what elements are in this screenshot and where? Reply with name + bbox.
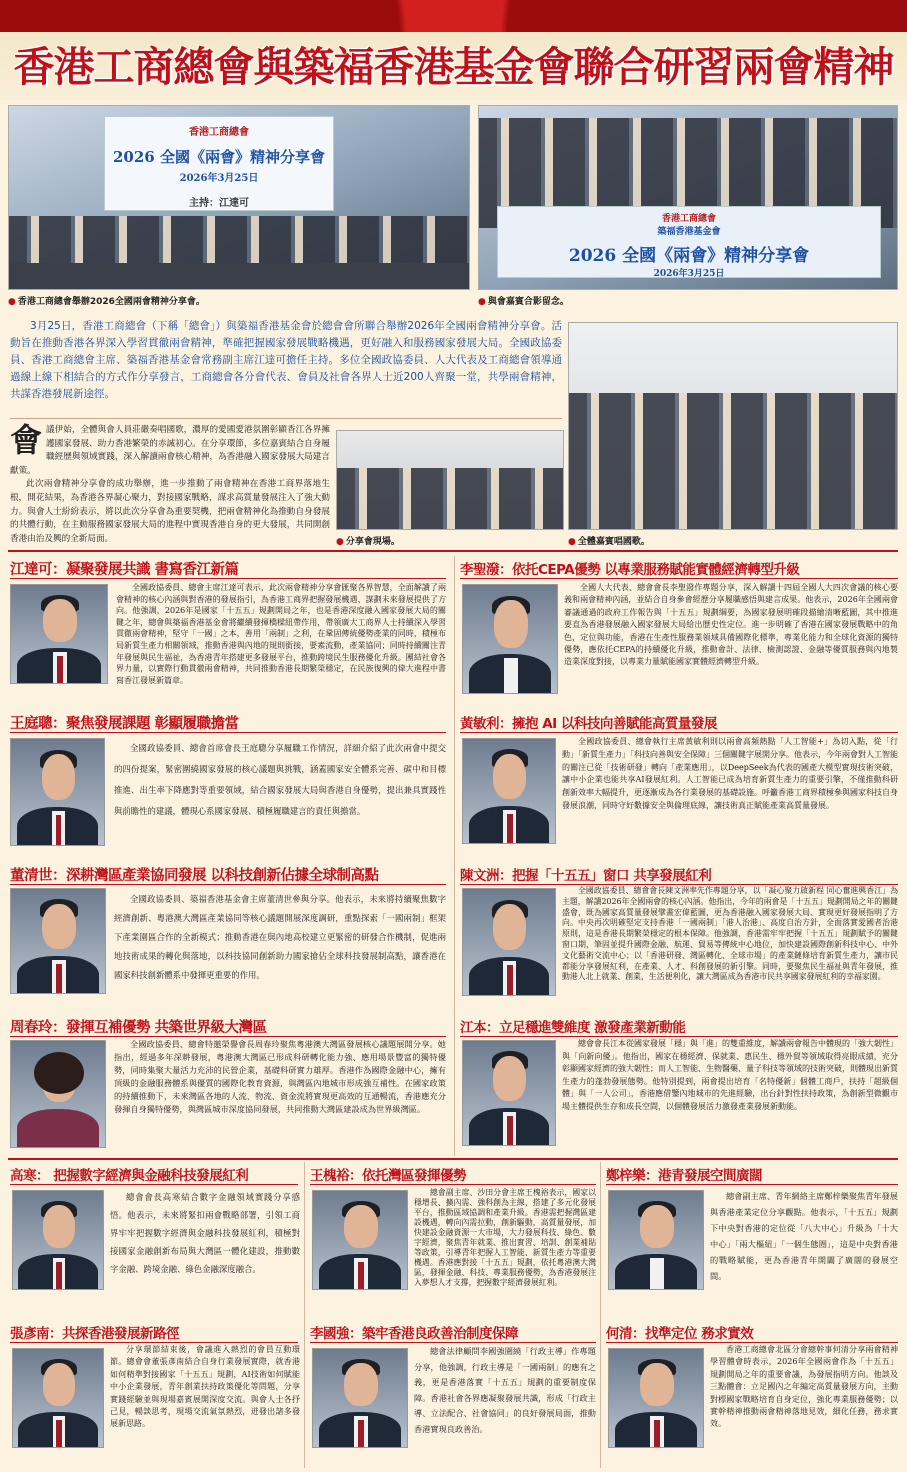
portrait-chau-chunling-suit xyxy=(17,1109,100,1148)
portrait-ho-ching xyxy=(608,1348,704,1448)
opening-para1: 議伊始，全體與會人員莊嚴奏唱國歌，濃厚的愛國愛港氛圍彰顯香江各界擁護國家發展、助力香港繁榮的赤誠初心。在分享環節，多位嘉賓結合自身履職經歷與領域實踐，深入解讀兩會核心精神，為香港融入國家發展大局建言獻策。 xyxy=(10,425,330,476)
anthem-standing-guests xyxy=(569,393,897,530)
bottom-separator-2 xyxy=(600,1162,601,1468)
text-chan-manchau: 全國政協委員、總會會長陳文洲率先作專題分享，以「凝心聚力啟新程 同心奮進興香江」為主題，解讀2026年全國兩會的核心內涵。他指出，今年的兩會是「十五五」規劃開局之年的關鍵盛會，既為國家高質量發展擘畫宏偉藍圖，更為香港融入國家發展大局、實現更好發展指明了方向。中央再次明確堅定支持香港「一國兩制」「港人治港」、高度自治方針，全面落實愛國者治港原則，這是香港長期繁榮穩定的根本保障。他強調，香港需牢牢把握「十五五」規劃賦予的關鍵窗口期，筆固並提升國際金融、航運、貿易等傳統中心地位，加快建設國際創新科技中心、中外文化藝術交流中心；以「香港研發、灣區轉化、全球市場」的產業鏈條培育新質生產力，讓市民都能分享發展紅利，在產業、人才、科創發展的新引擎。同時，要聚焦民生福祉與青年發展，推動港人北上就業、創業，生活便利化，讓大灣區成為香港市民共享國家發展紅利的幸福家園。 xyxy=(562,886,898,982)
portrait-wong-manlee-head xyxy=(493,754,526,800)
bottom-separator-1 xyxy=(304,1162,305,1468)
column-separator xyxy=(454,556,455,1156)
opening-text xyxy=(10,421,330,546)
stage-table xyxy=(9,263,469,289)
portrait-chan-manchau xyxy=(462,888,556,996)
portrait-lee-head xyxy=(494,600,528,648)
title-wong-tingchung: 王庭聰：聚焦發展課題 彰顯履職擔當 xyxy=(10,716,239,732)
rule-lee xyxy=(460,578,898,579)
rule-chan-manchau xyxy=(460,884,898,885)
stage-screen-host: 主持：江達可 xyxy=(189,198,249,209)
title-kong-ban: 江本：立足穩進雙維度 激發產業新動能 xyxy=(460,1020,686,1036)
title-lee-kwokkeung: 李國強：築牢香港良政善治制度保障 xyxy=(310,1326,518,1342)
headline: 香港工商總會與築福香港基金會聯合研習兩會精神 xyxy=(13,43,894,91)
portrait-chau-chunling-hair xyxy=(34,1052,85,1094)
portrait-wong-kwaiyu xyxy=(312,1190,408,1290)
title-ho-ching: 何清：找準定位 務求實效 xyxy=(606,1326,754,1342)
text-wong-kwaiyu: 總會副主席、沙田分會主席王槐裕表示，國家以穩增長、擴內需、強科創為主線，搭建了多元化發展平台，推動區域協調和產業升級。香港需把握灣區建設機遇，轉向內需拉動，創新驅動，高質量發展，加快建設金融資源一大市場，大力發展科技、綠色、數字經濟，聚焦青年就業、推出實習、培訓、創業補貼等政策，引導青年把握人工智能、新質生產力等重要機遇。香港應對接「十五五」規劃，依托粵港澳大灣區，發揮金融、科技、專業服務優勢，為香港發展注入夢想人才支撐，把握數字經濟發展紅利。 xyxy=(414,1188,596,1287)
portrait-lee-kwokkeung-head xyxy=(344,1363,378,1406)
photo-venue xyxy=(336,430,564,530)
portrait-cheng-tsz-lok-head xyxy=(640,1205,674,1248)
portrait-ko-hon-head xyxy=(43,1205,75,1248)
stage-screen-title: 2026 全國《兩會》精神分享會 xyxy=(113,148,325,166)
portrait-kong-ban-head xyxy=(493,1056,526,1102)
portrait-cheng-tsz-lok-shirt xyxy=(650,1258,663,1289)
opening-para2: 此次兩會精神分享會的成功舉辦，進一步推動了兩會精神在香港工商界落地生根，開花結果，為香港各界凝心聚力，對接國家戰略，謀求高質量發展注入了強大動力。與會人士紛紛表示，將以此次分享會為重要契機，把兩會精神化為推動自身發展的共體行動，在主動服務國家發展大局的進程中實現香港自身的更大發展，共同開創香港由治及興的全新局面。 xyxy=(10,479,330,544)
portrait-wong-tingchung xyxy=(10,738,105,846)
rule-ho-ching xyxy=(606,1342,898,1343)
title-lee: 李聖潑：依托CEPA優勢 以專業服務賦能實體經濟轉型升級 xyxy=(460,562,800,578)
portrait-ho-ching-tie xyxy=(654,1420,660,1447)
caption-stage: ● 香港工商總會舉辦2026全國兩會精神分享會。 xyxy=(8,294,205,307)
portrait-jiang-tie xyxy=(57,656,63,683)
photo-anthem xyxy=(568,322,898,530)
text-wong-tingchung: 全國政協委員、總會首席會長王庭聰分享履職工作情況，詳細介紹了此次兩會中提交的四份提案，緊密圍繞國家發展的核心議題與挑戰，涵蓋國家安全體系完善、碳中和目標推進、出生率下降應對等重要領域，結合國家發展大局與香港自身優勢，提出兼具實踐性與前瞻性的建議，體現心系國家發展、積極履職建言的責任與擔當。 xyxy=(114,743,446,816)
text-wong-manlee: 全國政協委員、總會執行主席黃敏利則以兩會高頻熱點「人工智能+」為切入點，從「行動」「新質生產力」「科技向善與安全保障」三個關鍵字展開分享。他表示，今年兩會對人工智能的關注已從「技術研發」轉向「產業應用」，以DeepSeek為代表的國產大模型實現技術突破，讓中小企業也能共享AI發展紅利。人工智能已成為培育新質生產力的重要引擎，不僅推動科研創新效率大幅提升，更逐漸成為各行業發展的基礎設施。呼籲香港工商界積極參與國家科技自身發展浪潮，同時守好數據安全與倫理底線，讓技術真正賦能產業高質量發展。 xyxy=(562,737,898,810)
title-chan-manchau: 陳文洲：把握「十五五」窗口 共享發展紅利 xyxy=(460,868,712,884)
title-cheng-tsz-lok: 鄭梓樂：港青發展空間廣闊 xyxy=(606,1168,762,1184)
portrait-chan-manchau-head xyxy=(493,904,526,951)
portrait-wong-manlee xyxy=(462,738,556,844)
photo-stage xyxy=(8,105,470,290)
portrait-lee-shirt xyxy=(504,658,517,693)
rule-chau-chunling xyxy=(10,1036,446,1037)
text-cheng-tsz-lok: 總會副主席、青年網絡主席鄭梓樂聚焦青年發展與香港產業定位分享觀點。他表示，「十五五」規劃下中央對香港的定位從「八大中心」升級為「十大中心」「兩大樞紐」「一個生態圈」，這是中央對香港的戰略賦能，更為香港青年開闢了廣闊的發展空間。 xyxy=(710,1191,898,1281)
caption-venue: ● 分享會現場。 xyxy=(336,534,400,547)
rule-lee-kwokkeung xyxy=(310,1342,596,1343)
portrait-ko-hon-tie xyxy=(56,1262,61,1289)
dropcap: 會 xyxy=(10,421,43,459)
portrait-cheung-yinnam xyxy=(12,1348,104,1448)
portrait-jiang xyxy=(10,584,108,684)
rule-wong-kwaiyu xyxy=(310,1184,596,1185)
group-banner-org2: 築福香港基金會 xyxy=(657,227,721,237)
text-cheung-yinnam: 分享環節結束後，會議進入熱烈的會員互動環節。總會會董張彥南結合自身行業發展實際，就香港如何精準對接國家「十五五」規劃，AI技術如何賦能中小企業發展，青年創業扶持政策優化等問題，分享實踐經驗並與現場嘉賓展開深度交流。與會人士各抒己見，暢談思考，現場交流氣氛熱烈，迸發出諸多發展新思路。 xyxy=(110,1345,300,1429)
group-banner-date: 2026年3月25日 xyxy=(653,269,725,279)
caption-group: ● 與會嘉賓合影留念。 xyxy=(478,294,569,307)
rule-kong-ban xyxy=(460,1036,898,1037)
title-wong-manlee: 黃敏利：擁抱 AI 以科技向善賦能高質量發展 xyxy=(460,716,717,732)
intro-divider xyxy=(10,418,562,419)
text-lee: 全國人大代表、總會會長李聖潑作專題分享，深入解讀十四屆全國人大四次會議的核心要義和兩會精神內涵，並結合自身參會經歷分享履職感悟與建言成果。他表示，2026年全國兩會審議通過的政府工作報告與「十五五」規劃綱要，為國家發展明確段描繪清晰藍圖，其中推進要直為香港發展融入國家發展大局給出歷史性定位。進一步明確了香港在國家發展戰略中的角色，定位與功能，香港在生產性服務業領域具備國際化標準，專業化能力和全球化資源的獨特優勢，應依托CEPA的持續優化升級，推動會計、法律、檢測認證、金融等優質服務與內地製造業深度對接，以專業力量賦能國家實體經濟轉型升級。 xyxy=(564,583,898,667)
portrait-wong-kwaiyu-tie xyxy=(358,1262,364,1289)
text-ko-hon: 總會會長高寒結合數字金融領域實踐分享感悟。他表示，未來將緊扣兩會戰略部署，引領工商界牢牢把握數字經濟與金融科技發展紅利，積極對接國家金融創新布局與大灣區一體化建設，推動數字金融、跨境金融、綠色金融深度融合。 xyxy=(110,1192,300,1274)
portrait-chan-manchau-tie xyxy=(507,965,513,995)
intro-paragraph: 3月25日，香港工商總會（下稱「總會」）與築福香港基金會於總會會所聯合舉辦2026年全國兩會精神分享會。活動旨在推動香港各界深入學習貫徹兩會精神，準確把握國家發展戰略機遇，更好融入和服務國家發展大局。全國政協委員、香港工商總會主席、築福香港基金會常務副主席江達可擔任主持。多位全國政協委員、人大代表及工商總會領導通過線上線下相結合的方式作分享發言，工商總會各分會代表、會員及社會各界人士近200人齊聚一堂，共學兩會精神，共謀香港發展新途徑。 xyxy=(10,320,562,400)
bottom-divider xyxy=(8,1158,898,1160)
title-jiang: 江達可：凝聚發展共識 書寫香江新篇 xyxy=(10,562,239,578)
portrait-kong-ban xyxy=(462,1040,556,1146)
rule-cheng-tsz-lok xyxy=(606,1184,898,1185)
portrait-wong-tingchung-head xyxy=(42,754,75,801)
portrait-cheung-yinnam-tie xyxy=(56,1420,61,1447)
text-chau-chunling: 全國政協委員、總會特邀榮譽會長周春玲聚焦粵港澳大灣區發展核心議題展開分享。她指出，經過多年深耕發展，粵港澳大灣區已形成科研轉化能力強、應用場景豐富的獨特優勢，同時集聚大量活力充沛的民營企業，基礎科研實力雄厚。香港作為國際金融中心，擁有頂級的金融服務體系與優質的國際化教育資源，與灣區內地城市形成強互補性。在國家政策的持續推動下，未來灣區各地的人流、物流、資金流將實現更高效的互通暢流，香港應充分發揮自身獨特優勢，與灣區城市深度協同發展，共同推動大灣區建設成為世界級灣區。 xyxy=(114,1039,446,1114)
text-kong-ban: 總會會長江本從國家發展「穩」與「進」的雙重維度，解讀兩會報告中體現的「強大韌性」與「向新向優」。他指出，國家在穩經濟、保就業、惠民生、穩外貿等領域取得亮眼成績，充分彰顯國家經濟的強大韌性；而人工智能、生物醫藥、量子科技等領域的技術突破，則體現出新質生產力的蓬勃發展態勢。他特別提到，兩會提出培育「名特優新」個體工商戶，扶持「超級個體」與「一人公司」，香港應借鑒內地城市的先進經驗，出台針對性扶持政策，為創新型微觀市場主體提供生存和成長空間，以個體發展活力激發產業發展新動能。 xyxy=(562,1039,898,1111)
rule-cheung-yinnam xyxy=(10,1342,298,1343)
rule-jiang xyxy=(10,578,446,579)
portrait-ho-ching-head xyxy=(640,1363,674,1406)
group-banner xyxy=(497,206,881,278)
portrait-lee-kwokkeung-tie xyxy=(358,1420,364,1447)
text-jiang: 全國政協委員、總會主席江達可表示，此次兩會精神分享會匯聚各界智慧，全面解讀了兩會精神的核心內涵與對香港的發展指引，為香港工商界把握發展機遇、謀劃未來發展提供了方向。他強調，2026年是國家「十五五」規劃開局之年，也是香港深度融入國家發展大局的關鍵之年，總會與築福香港基金會將繼續發揮橋樑紐帶作用，帶領廣大工商界人士持續深入學習貫徹兩會精神，堅守「一國」之本，善用「兩制」之利，在鞏固傳統優勢產業的同時，積極布局新質生產力相關領域，推動香港與內地的規則銜接，要素流動，產業協同；同時持續關注青年發展與民生福祉，為香港青年搭建更多發展平台，推動跨境民生服務優化升級。團結社會各界力量，以實際行動貫徹兩會精神，共同推動香港長期繁榮穩定，在民族復興的偉大進程中書寫香江發展新篇章。 xyxy=(116,583,446,685)
portrait-tung-head xyxy=(42,904,76,950)
photo-group xyxy=(478,105,898,290)
venue-audience xyxy=(337,468,563,529)
caption-anthem: ● 全體嘉賓唱國歌。 xyxy=(568,534,650,547)
group-banner-org1: 香港工商總會 xyxy=(661,214,716,224)
title-tung: 董清世：深耕灣區產業協同發展 以科技創新佔據全球制高點 xyxy=(10,868,379,884)
portrait-kong-ban-tie xyxy=(507,1116,513,1145)
portrait-wong-kwaiyu-head xyxy=(344,1205,378,1248)
portrait-tung xyxy=(10,888,106,994)
stage-screen-org: 香港工商總會 xyxy=(189,127,249,138)
stage-screen-date: 2026年3月25日 xyxy=(179,173,259,184)
text-lee-kwokkeung: 總會法律顧問李國強圍繞「行政主導」作專題分享，他強調，行政主導是「一國兩制」的應有之義，更是香港落實「十五五」規劃的重要制度保障。香港社會各界應凝聚發展共識，形成「行政主導、立法配合、社會協同」的良好發展局面，推動香港實現良政善治。 xyxy=(414,1346,596,1434)
group-banner-title: 2026 全國《兩會》精神分享會 xyxy=(568,246,810,266)
portrait-cheung-yinnam-head xyxy=(43,1363,75,1406)
rule-wong-tingchung xyxy=(10,732,446,733)
portrait-cheng-tsz-lok xyxy=(608,1190,704,1290)
portrait-chau-chunling xyxy=(10,1040,106,1148)
sections-divider xyxy=(8,550,898,552)
text-tung: 全國政協委員、築福香港基金會主席董清世參與分享。他表示，未來將持續聚焦數字經濟創新、粵港澳大灣區產業協同等核心議題開展深度調研，重點探索「一國兩制」框架下產業園區合作的全新模式；推動香港在與內地高校建立更緊密的研發合作機制，促進兩地技術成果的轉化與落地，以科技協同創新助力國家搶佔全球科技發展制高點，讓香港在國家科技創新體系中發揮更重要的作用。 xyxy=(114,894,446,980)
portrait-wong-tingchung-tie xyxy=(56,815,62,845)
portrait-ko-hon xyxy=(12,1190,104,1290)
portrait-jiang-head xyxy=(43,599,78,642)
rule-tung xyxy=(10,884,446,885)
title-cheung-yinnam: 張彥南：共探香港發展新路徑 xyxy=(10,1326,179,1342)
rule-ko-hon xyxy=(10,1184,298,1185)
title-ko-hon: 高寒： 把握數字經濟與金融科技發展紅利 xyxy=(10,1168,249,1184)
text-ho-ching: 香港工商總會北區分會總幹事何清分享兩會精神學習體會時表示，2026年全國兩會作為「十五五」規劃開局之年的重要會議，為發展指明方向。他談及三點體會：立足國內之年編定高質量發展方向，主動對標國家戰略培育自身定位，強化專業服務優勢；以實幹精神推動兩會精神落地見效，細化任務，務求實效。 xyxy=(710,1345,898,1429)
portrait-lee-kwokkeung xyxy=(312,1348,408,1448)
rule-wong-manlee xyxy=(460,732,898,733)
stage-screen xyxy=(104,116,334,211)
portrait-wong-manlee-tie xyxy=(507,814,513,843)
portrait-lee xyxy=(462,584,558,694)
title-wong-kwaiyu: 王槐裕：依托灣區發揮優勢 xyxy=(310,1168,466,1184)
portrait-tung-tie xyxy=(56,964,62,993)
title-chau-chunling: 周春玲：發揮互補優勢 共築世界級大灣區 xyxy=(10,1020,267,1036)
